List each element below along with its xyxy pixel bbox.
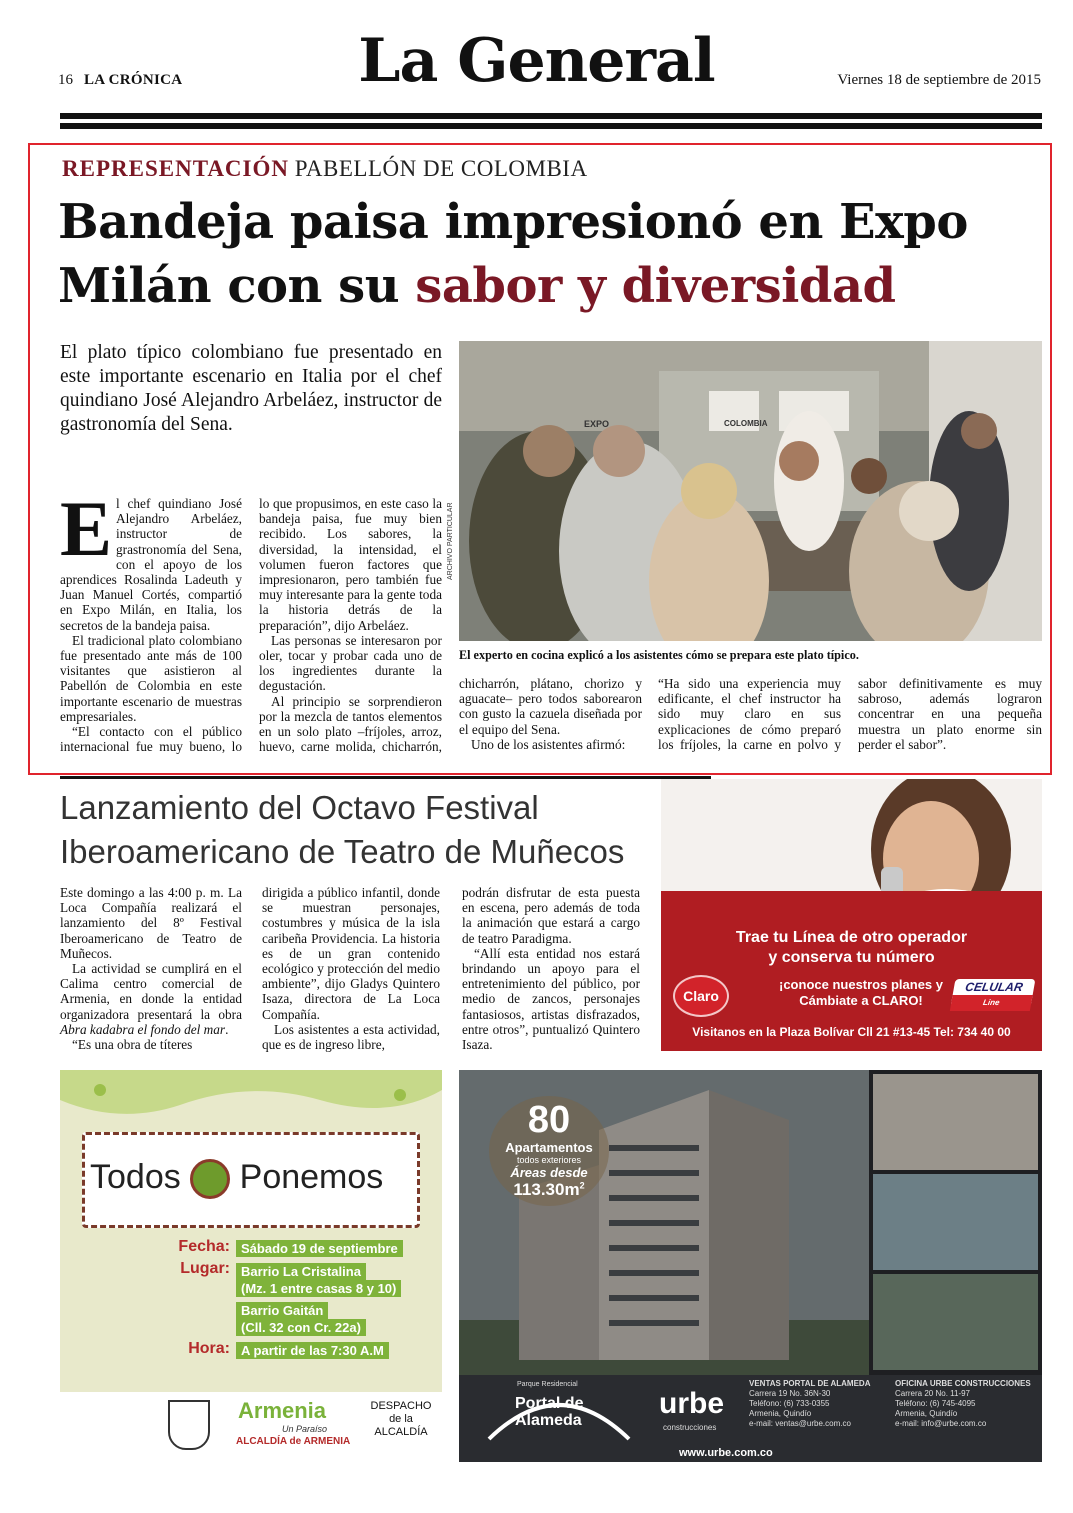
despacho-line: ALCALDÍA (374, 1426, 428, 1438)
info-line: Carrera 19 No. 36N-30 (749, 1389, 831, 1398)
sales-office-info (749, 1379, 870, 1429)
project-name-line: Portal de (515, 1395, 584, 1412)
fecha-value: Sábado 19 de septiembre (236, 1240, 403, 1257)
exteriors-label: todos exteriores (516, 1155, 582, 1165)
todos-footer (60, 1392, 442, 1462)
section-title: La General (358, 26, 715, 96)
info-line: Armenia, Quindío (749, 1409, 812, 1418)
urbe-logo-sub: construcciones (663, 1423, 717, 1432)
paragraph-continued: sabor definitivamente es muy sabroso, además lograron concentrar en una pequeña muestra un plato enorme sin perder el sabor”. (858, 676, 1042, 752)
project-name-line: Alameda (515, 1412, 582, 1429)
kicker-tag: REPRESENTACIÓN (62, 156, 289, 181)
project-subtitle: Parque Residencial (517, 1381, 578, 1388)
header-rule (60, 123, 1042, 129)
paragraph-continued: dirigida a público infantil, donde se muestran personajes, costumbres y música de la isla caribeña Providencia. La historia es de un gran contenido ecológico y protección del medio ambiente”, dijo Gladys Quintero Isaza, directora de La Loca Compañía. (262, 885, 440, 1022)
apartment-count: 80 (527, 1099, 571, 1141)
photo-sign: EXPO (584, 419, 610, 429)
paragraph (60, 961, 242, 1037)
info-line: VENTAS PORTAL DE ALAMEDA (749, 1379, 871, 1388)
coffee-cup-icon (190, 1159, 230, 1199)
claro-subline: Cámbiate a CLARO! (799, 993, 923, 1008)
celular-badge (951, 979, 1036, 1007)
article-column (459, 676, 642, 752)
article-column (60, 485, 242, 755)
garden-photo (873, 1274, 1038, 1370)
info-line: Armenia, Quindío (895, 1409, 958, 1418)
paragraph: l chef quindiano José Alejandro Arbeláez, instructor de grastronomía del Sena, con el apoyo de los aprendices Rosalinda Ladeuth y Juan Manuel Cortés, compartió en Expo Milán, en Italia, los secretos de la bandeja paisa. (60, 496, 242, 633)
issue-date: Viernes 18 de septiembre de 2015 (837, 72, 1041, 88)
paragraph: Uno de los asistentes afirmó: (471, 736, 626, 752)
apartments-badge (489, 1096, 609, 1206)
lugar-value: Barrio Gaitán (236, 1302, 328, 1319)
pool-photo (873, 1174, 1038, 1270)
paragraph-start: “Es una obra de títeres (72, 1037, 193, 1053)
article-headline (58, 190, 1048, 318)
newspaper-name: LA CRÓNICA (84, 72, 183, 88)
kicker-topic: PABELLÓN DE COLOMBIA (294, 156, 588, 181)
paragraph-continued: lo que propusimos, en este caso la bandeja paisa, fue muy bien recibido. Los sabores, la diversidad, la intensidad, el volumen fueron factores que impresionaron, pero también fue muy interesante para la gente toda la historia detrás de la preparación”, dijo Arbeláez. (259, 496, 442, 633)
info-line: e-mail: ventas@urbe.com.co (749, 1419, 851, 1428)
paragraph-continued: chicharrón, plátano, chorizo y aguacate– pero todos saborearon con gusto la cazuela diseñada por el equipo del Sena. (459, 676, 642, 737)
info-line: Carrera 20 No. 11-97 (895, 1389, 970, 1398)
hora-label: Hora: (188, 1340, 230, 1357)
lugar-value: (Cll. 32 con Cr. 22a) (236, 1319, 366, 1336)
project-name (515, 1395, 583, 1429)
despacho-label (366, 1400, 436, 1439)
lugar-label: Lugar: (180, 1260, 230, 1277)
paragraph: “El contacto con el público internacional fue muy bueno, lo (60, 724, 242, 755)
fecha-label: Fecha: (178, 1238, 230, 1255)
area-value (489, 1180, 609, 1200)
photo-strip (869, 1070, 1042, 1375)
paragraph: Este domingo a las 4:00 p. m. La Loca Compañía realizará el lanzamiento del 8º Festival Iberoamericano de Teatro de Muñecos. (60, 885, 242, 961)
lugar-value: Barrio La Cristalina (236, 1263, 366, 1280)
page-number: 16 (58, 72, 73, 88)
apartments-label: Apartamentos (505, 1140, 593, 1155)
celular-badge-sub: Line (950, 995, 1033, 1011)
logo-word: Todos (90, 1158, 181, 1196)
despacho-line: DESPACHO (370, 1400, 432, 1412)
paragraph-text: La actividad se cumplirá en el Calima centro comercial de Armenia, en donde la entidad organizadora presentará la obra (60, 961, 242, 1022)
info-line: e-mail: info@urbe.com.co (895, 1419, 987, 1428)
celular-badge-text: CELULAR (964, 980, 1024, 994)
article-column (858, 676, 1042, 752)
todos-ponemos-advertisement[interactable] (60, 1070, 442, 1462)
article-column (262, 885, 440, 1052)
claro-logo: Claro (673, 975, 729, 1017)
info-line: Teléfono: (6) 745-4095 (895, 1399, 976, 1408)
article-lede: El plato típico colombiano fue presentado en este importante escenario en Italia por el chef quindiano José Alejandro Arbeláez, instructor de gastronomía del Sena. (60, 342, 442, 435)
area-number: 113.30m (513, 1180, 580, 1199)
hora-value: A partir de las 7:30 A.M (236, 1342, 389, 1359)
photo-caption: El experto en cocina explicó a los asistentes cómo se prepara este plato típico. (459, 648, 859, 662)
article-photo (459, 341, 1042, 641)
main-office-info (895, 1379, 1031, 1429)
alcaldia-label: ALCALDÍA de ARMENIA (236, 1436, 351, 1447)
city-shield-icon (168, 1400, 210, 1450)
armenia-logo: Armenia (238, 1398, 327, 1423)
urbe-advertisement[interactable] (459, 1070, 1042, 1462)
area-unit: 2 (579, 1180, 585, 1191)
article-column (60, 885, 242, 1052)
photo-sign: COLOMBIA (724, 419, 768, 428)
drop-cap: E (60, 485, 113, 572)
claro-advertisement[interactable] (661, 779, 1042, 1051)
despacho-line: de la (389, 1413, 413, 1425)
article-column (658, 676, 841, 752)
todos-ponemos-logo (90, 1158, 383, 1199)
paragraph-text: . (225, 1021, 229, 1037)
paragraph: “Allí esta entidad nos estará brindando un apoyo para el entretenimiento del público, por medio de zancos, personajes fantasiosos, artistas disfrazados, entre otros”, puntualizó Quintero Isaza. (462, 945, 640, 1053)
info-line: OFICINA URBE CONSTRUCCIONES (895, 1379, 1031, 1388)
urbe-website-link[interactable]: www.urbe.com.co (679, 1447, 773, 1459)
urbe-logo: urbe (659, 1387, 725, 1420)
headline-part-1: Bandeja paisa impresionó en Expo Milán con su (58, 194, 968, 314)
claro-headline: Trae tu Línea de otro operador (735, 929, 968, 946)
claro-address: Visitanos en la Plaza Bolívar Cll 21 #13-45 Tel: 734 40 00 (692, 1025, 1011, 1039)
header-rule (60, 113, 1042, 119)
headline-part-2: sabor y diversidad (415, 258, 896, 314)
logo-word: Ponemos (239, 1158, 384, 1196)
play-title: Abra kadabra el fondo del mar (60, 1021, 226, 1037)
article-kicker (62, 156, 588, 182)
paragraph: Las personas se interesaron por oler, tocar y probar cada uno de los ingredientes durante la degustación. (259, 632, 442, 694)
areas-label: Áreas desde (510, 1165, 588, 1180)
article-2-headline: Lanzamiento del Octavo Festival Iberoamericano de Teatro de Muñecos (60, 789, 625, 870)
section-rule (60, 776, 711, 779)
article-column (259, 496, 442, 754)
lugar-value: (Mz. 1 entre casas 8 y 10) (236, 1280, 401, 1297)
armenia-tagline: Un Paraíso (282, 1424, 328, 1434)
claro-subline: ¡conoce nuestros planes y (779, 977, 943, 992)
claro-headline: y conserva tu número (768, 949, 935, 966)
paragraph-start: Los asistentes a esta actividad, que es de ingreso libre, (262, 1021, 440, 1053)
paragraph-continued: podrán disfrutar de esta puesta en escena, pero además de toda la animación que estará a cargo de teatro Paradigma. (462, 885, 640, 946)
info-line: Teléfono: (6) 733-0355 (749, 1399, 830, 1408)
paragraph: “Ha sido una experiencia muy edificante, el chef instructor ha sido muy claro en sus explicaciones de cómo preparó los fríjoles, la carne en polvo y (658, 676, 841, 752)
paragraph: El tradicional plato colombiano fue presentado ante más de 100 visitantes que asistieron al Pabellón de Colombia en este importante escenario de muestras empresariales. (60, 632, 242, 724)
interior-photo (873, 1074, 1038, 1170)
article-column (462, 885, 640, 1052)
photo-credit: ARCHIVO PARTICULAR (447, 502, 454, 580)
paragraph: Al principio se sorprendieron por la mezcla de tantos elementos en un solo plato –fríjoles, arroz, huevo, carne molida, chicharrón, (259, 693, 442, 754)
